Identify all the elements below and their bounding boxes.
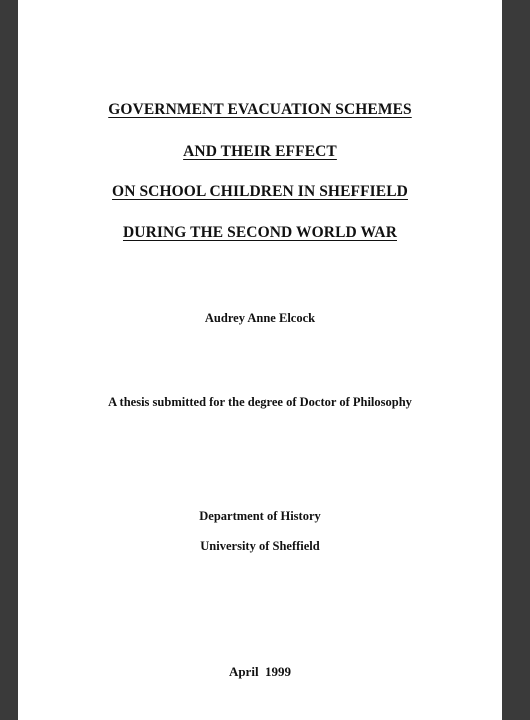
degree-statement: A thesis submitted for the degree of Doctor of Philosophy — [108, 395, 412, 409]
title-line-1: GOVERNMENT EVACUATION SCHEMES — [108, 101, 412, 118]
title-line-2: AND THEIR EFFECT — [183, 143, 337, 160]
department-name: Department of History — [199, 509, 321, 523]
submission-date: April 1999 — [228, 664, 292, 679]
title-line-3: ON SCHOOL CHILDREN IN SHEFFIELD — [112, 183, 408, 200]
author-name: Audrey Anne Elcock — [204, 311, 316, 325]
title-line-4: DURING THE SECOND WORLD WAR — [122, 224, 397, 241]
title-page — [18, 0, 502, 720]
university-name: University of Sheffield — [200, 539, 320, 553]
